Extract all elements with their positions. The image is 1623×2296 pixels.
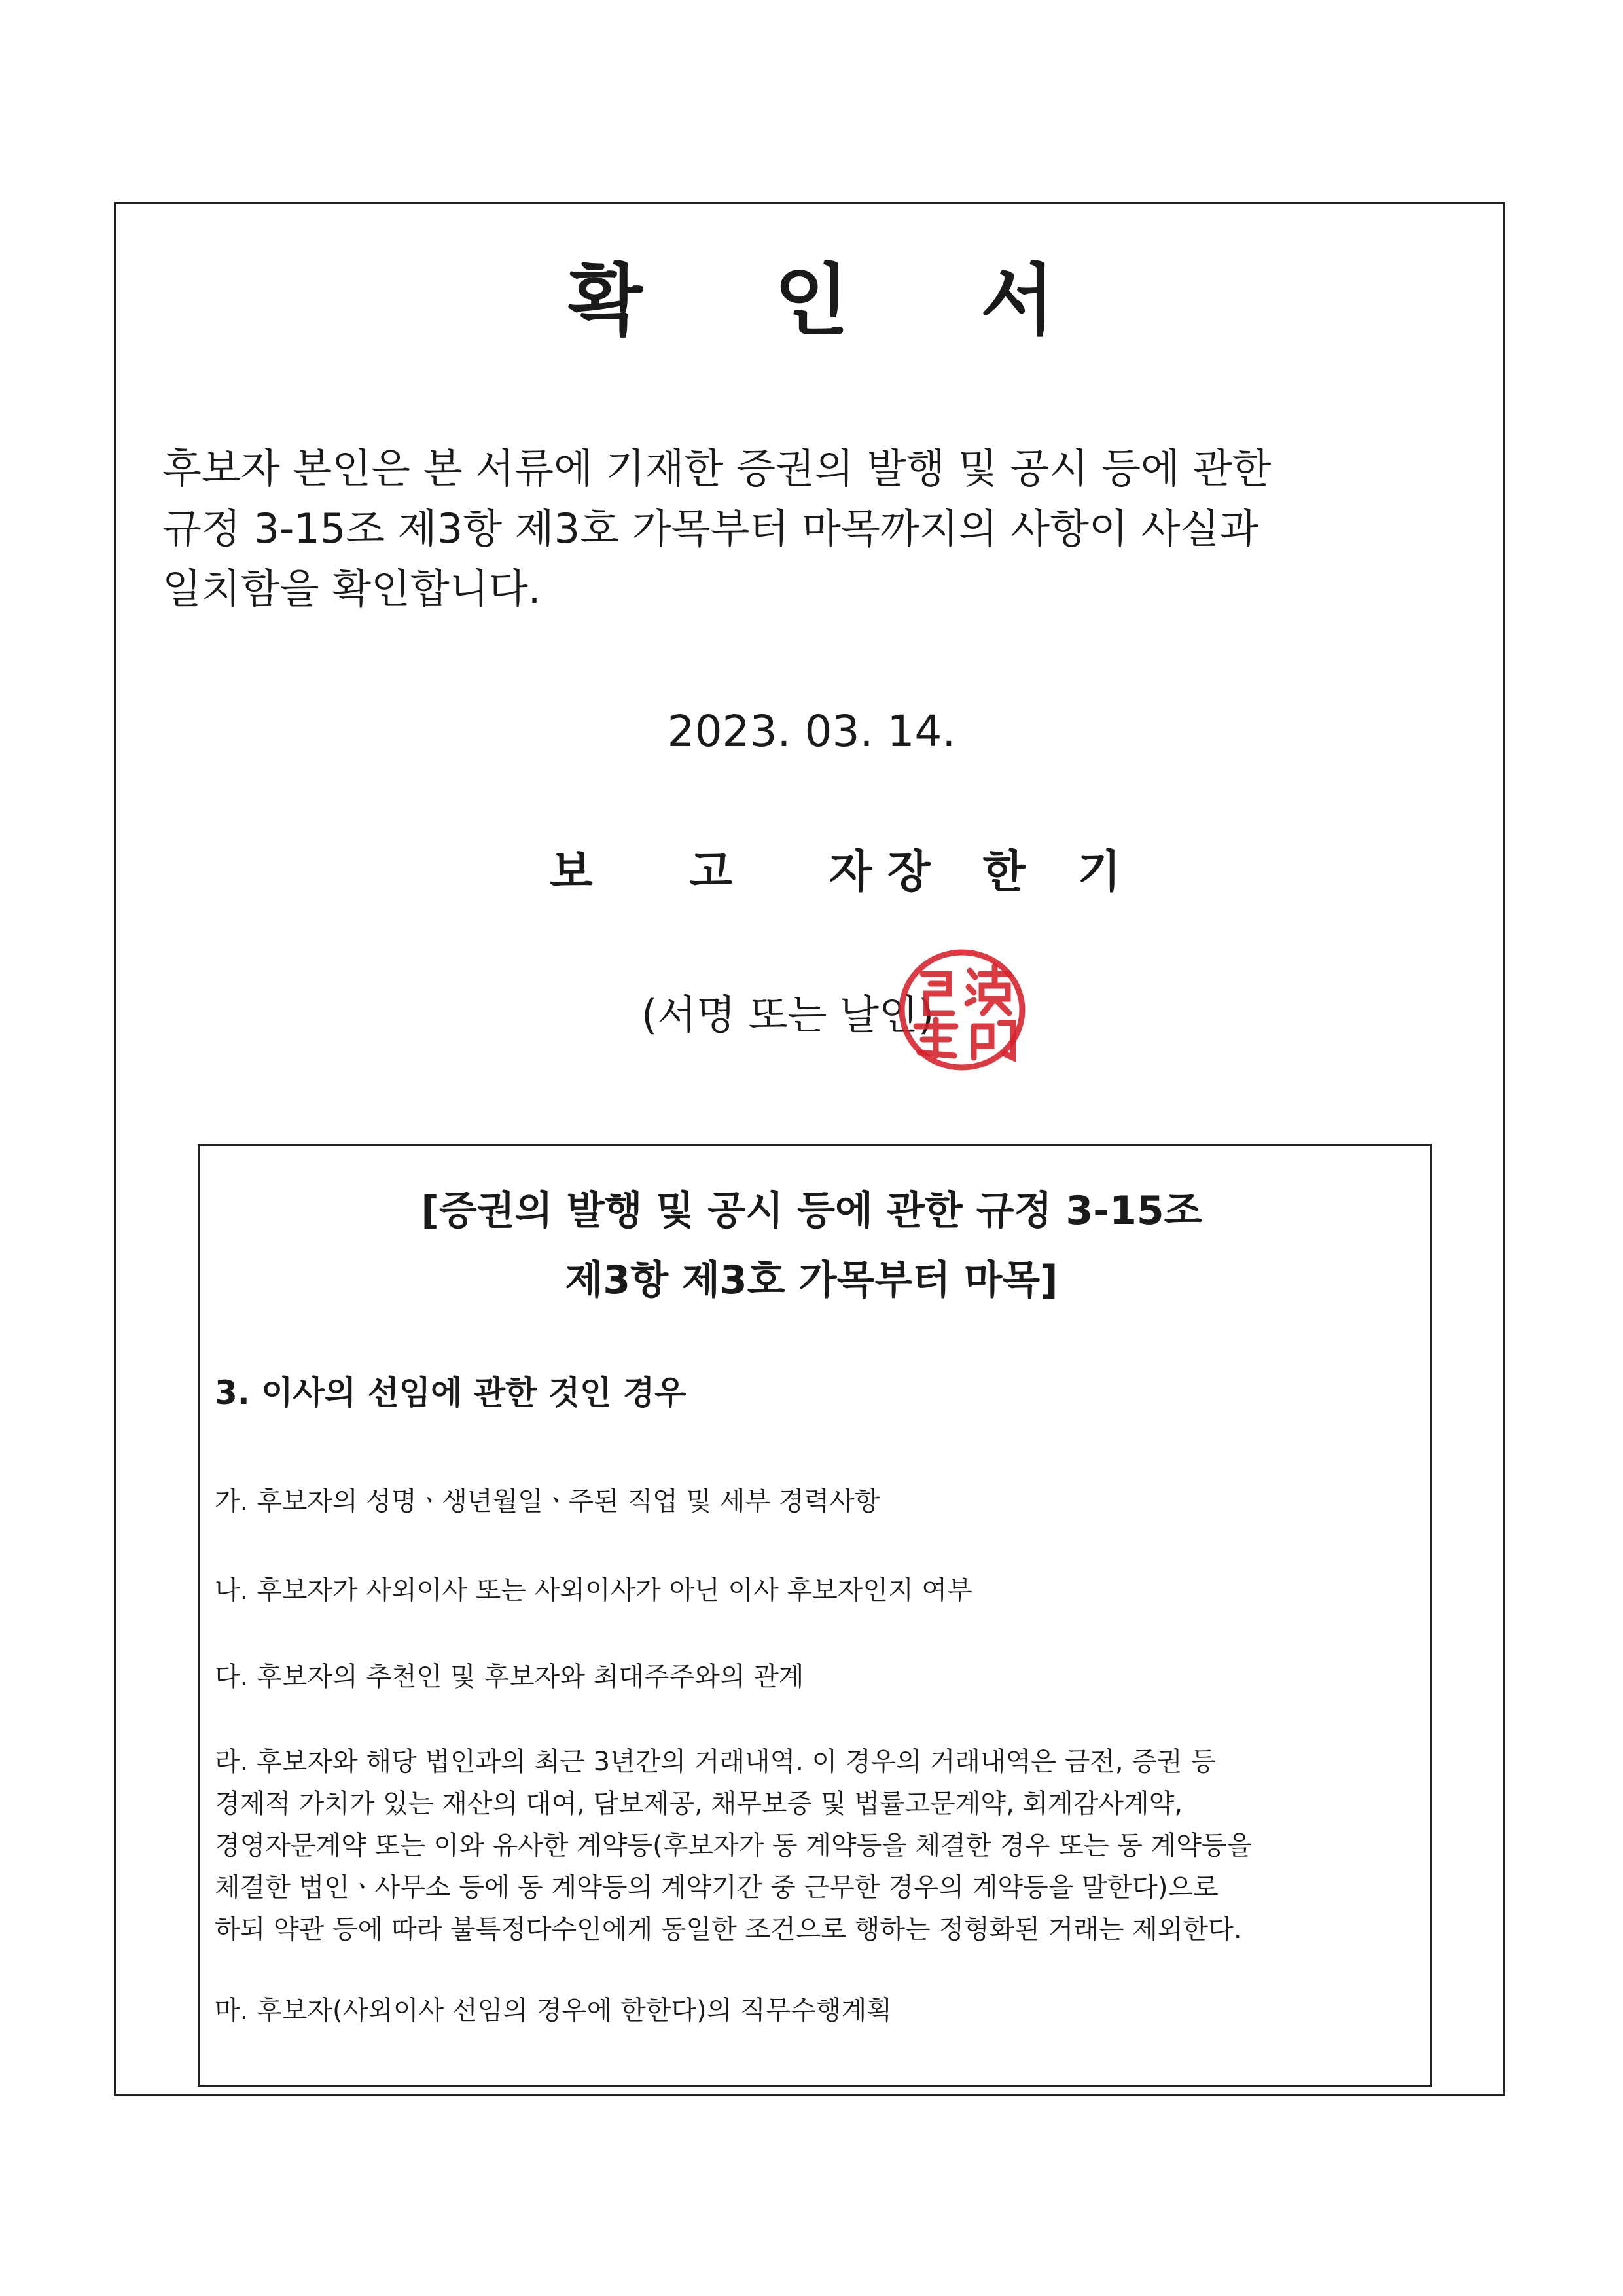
list-item	[215, 1990, 892, 2032]
section-heading: 3. 이사의 선임에 관한 것인 경우	[215, 1374, 687, 1412]
list-item	[215, 1570, 972, 1611]
list-item-line: 마. 후보자(사외이사 선임의 경우에 한한다)의 직무수행계획	[215, 1996, 892, 2026]
list-item-line: 체결한 법인ㆍ사무소 등에 동 계약등의 계약기간 중 근무한 경우의 계약등을 말한다)으로	[215, 1873, 1219, 1903]
list-item-line: 나. 후보자가 사외이사 또는 사외이사가 아닌 이사 후보자인지 여부	[215, 1575, 972, 1605]
document-title: 확 인 서	[567, 255, 1108, 346]
reporter-name: 장 한 기	[887, 846, 1139, 898]
personal-seal-stamp	[897, 948, 1027, 1072]
list-item-line: 경제적 가치가 있는 재산의 대여, 담보제공, 채무보증 및 법률고문계약, 회계감사계약,	[215, 1789, 1183, 1819]
list-item-line: 경영자문계약 또는 이와 유사한 계약등(후보자가 동 계약등을 체결한 경우 또는 동 계약등을	[215, 1831, 1253, 1861]
list-item-line: 다. 후보자의 추천인 및 후보자와 최대주주와의 관계	[215, 1662, 804, 1692]
intro-line: 후보자 본인은 본 서류에 기재한 증권의 발행 및 공시 등에 관한	[162, 444, 1272, 492]
intro-line: 일치함을 확인합니다.	[162, 565, 541, 613]
regulation-title-line: 제3항 제3호 가목부터 마목]	[565, 1257, 1058, 1303]
list-item	[215, 1741, 1252, 1950]
list-item-line: 가. 후보자의 성명ㆍ생년월일ㆍ주된 직업 및 세부 경력사항	[215, 1486, 880, 1516]
regulation-title-line: [증권의 발행 및 공시 등에 관한 규정 3-15조	[421, 1188, 1202, 1234]
list-item-line: 라. 후보자와 해당 법인과의 최근 3년간의 거래내역. 이 경우의 거래내역은 금전, 증권 등	[215, 1747, 1216, 1777]
intro-paragraph	[162, 439, 1471, 619]
document-date: 2023. 03. 14.	[667, 706, 956, 757]
reporter-label: 보 고 자	[550, 846, 913, 898]
list-item-line: 하되 약관 등에 따라 불특정다수인에게 동일한 조건으로 행하는 정형화된 거래는 제외한다.	[215, 1914, 1242, 1945]
intro-line: 규정 3-15조 제3항 제3호 가목부터 마목까지의 사항이 사실과	[162, 505, 1259, 552]
list-item	[215, 1656, 804, 1698]
list-item	[215, 1480, 880, 1522]
signature-note: (서명 또는 날인)	[641, 991, 935, 1039]
